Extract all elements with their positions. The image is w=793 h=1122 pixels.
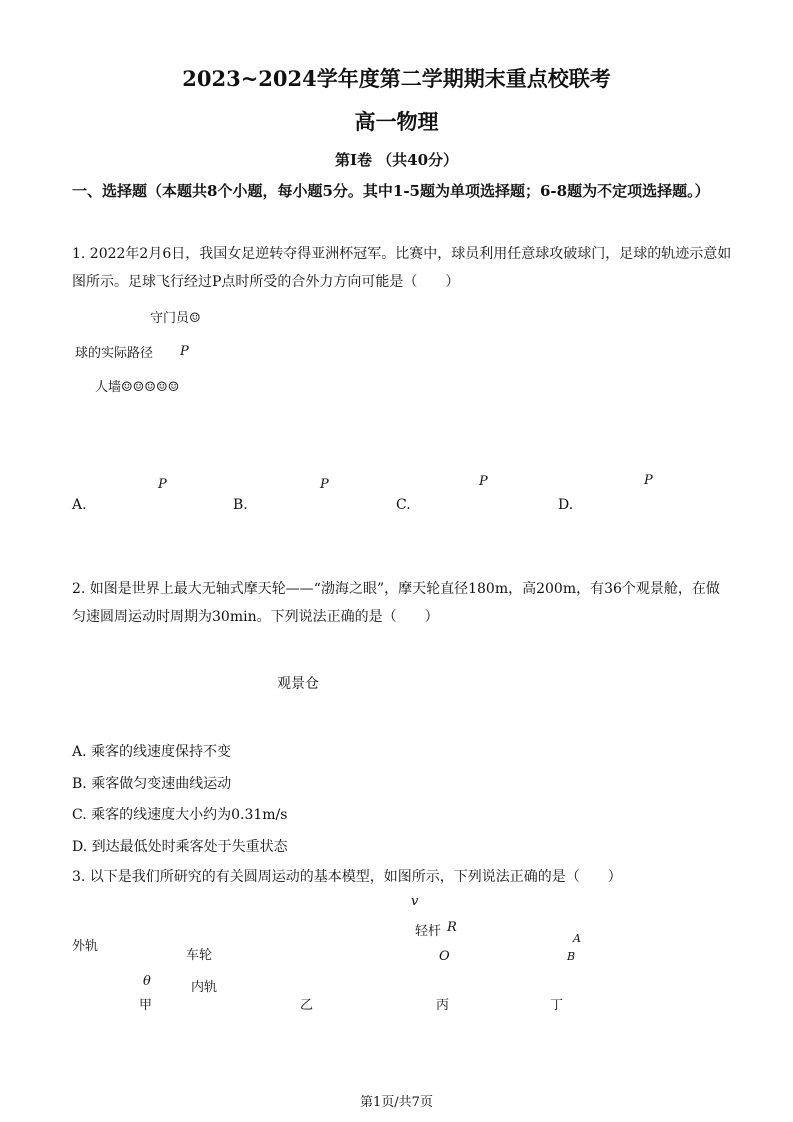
bing-rod-label: 轻杆: [415, 924, 442, 939]
section-heading: 一、选择题（本题共8个小题，每小题5分。其中1-5题为单项选择题；6-8题为不定项选择题。）: [72, 182, 710, 200]
jia-wheel-label: 车轮: [186, 948, 213, 963]
q1-point-label: P: [180, 344, 189, 359]
jia-outer-label: 外轨: [72, 939, 99, 954]
q2-option-d: D. 到达最低处时乘客处于失重状态: [72, 839, 288, 855]
option-b-label: B.: [233, 497, 248, 513]
q2-text: 2. 如图是世界上最大无轴式摩天轮——“渤海之眼”，摩天轮直径180m，高200m，有36个观景舱，在做匀速圆周运动时周期为30min。下列说法正确的是（ ）: [72, 581, 720, 625]
jia-inner-label: 内轨: [191, 980, 218, 995]
bing-r-label: R: [447, 920, 457, 935]
option-c-label: C.: [396, 497, 411, 513]
jia-caption: 甲: [139, 998, 153, 1013]
q3-text: 3. 以下是我们所研究的有关圆周运动的基本模型，如图所示，下列说法正确的是（ ）: [72, 869, 622, 885]
q1-path-label: 球的实际路径: [75, 346, 154, 361]
bing-o-label: O: [439, 949, 450, 964]
bing-v-label: v: [411, 894, 419, 909]
part-title: 第Ⅰ卷 （共40分）: [334, 151, 459, 169]
exam-title: 2023~2024学年度第二学期期末重点校联考: [182, 66, 611, 91]
ding-a-label: A: [573, 932, 581, 945]
page-number: 第1页/共7页: [360, 1095, 433, 1110]
option-d-figure: [587, 456, 643, 551]
jia-theta-label: θ: [143, 974, 151, 989]
q2-option-b: B. 乘客做匀变速曲线运动: [72, 776, 232, 792]
subject-title: 高一物理: [354, 109, 439, 134]
ding-caption: 丁: [550, 998, 564, 1013]
q1-text: 1. 2022年2月6日，我国女足逆转夺得亚洲杯冠军。比赛中，球员利用任意球攻破球门，足球的轨迹示意如图所示。足球飞行经过P点时所受的合外力方向可能是（ ）: [72, 246, 732, 290]
cabin-label: 观景仓: [277, 676, 319, 692]
q1-wall-label: 人墙☺☺☺☺☺: [95, 380, 180, 395]
option-d-p: P: [644, 473, 653, 488]
option-c-figure: [425, 456, 512, 551]
ding-b-label: B: [567, 950, 576, 963]
option-b-p: P: [320, 477, 329, 492]
q1-goalkeeper-label: 守门员☺: [150, 311, 201, 326]
yi-caption: 乙: [300, 998, 314, 1013]
option-a-p: P: [158, 477, 167, 492]
q2-option-a: A. 乘客的线速度保持不变: [72, 744, 232, 760]
option-d-label: D.: [558, 497, 574, 513]
option-c-p: P: [479, 474, 488, 489]
bing-caption: 丙: [436, 998, 450, 1013]
option-b-figure: [262, 456, 318, 551]
q2-option-c: C. 乘客的线速度大小约为0.31m/s: [72, 807, 288, 823]
option-a-label: A.: [72, 497, 87, 513]
option-a-figure: [101, 456, 173, 551]
